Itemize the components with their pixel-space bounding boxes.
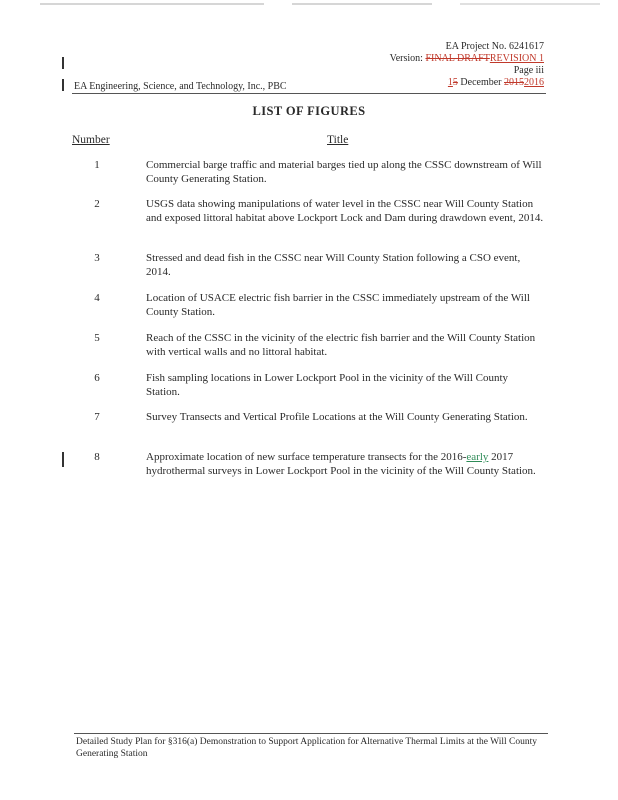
- figure-title: Stressed and dead fish in the CSSC near Will County Station following a CSO event, 2014.: [146, 252, 521, 278]
- page-number: Page iii: [513, 65, 544, 76]
- change-bar: [62, 452, 64, 467]
- change-bar: [62, 79, 64, 91]
- figure-title: USGS data showing manipulations of water level in the CSSC near Will County Station and exposed littoral habitat above Lockport Lock and Dam during drawdown event, 2014.: [146, 198, 544, 224]
- version-deleted: FINAL DRAFT: [425, 53, 490, 64]
- scan-artifact-line: [40, 3, 600, 5]
- footer-divider: [74, 733, 548, 734]
- company-name: EA Engineering, Science, and Technology, Inc., PBC: [74, 81, 287, 92]
- figure-title: Approximate location of new surface temperature transects for the 2016-early 2017 hydrothermal surveys in Lower Lockport Pool in the vicinity of the Will County Station.: [146, 451, 536, 477]
- version-line: Version: FINAL DRAFTREVISION 1: [389, 53, 544, 64]
- figure-number: 5: [94, 332, 100, 344]
- date-line: 15 December 20152016: [447, 77, 544, 88]
- figure-number: 4: [94, 292, 100, 304]
- column-header-number: Number: [72, 134, 110, 146]
- header-divider: [72, 93, 546, 94]
- column-header-title: Title: [327, 134, 349, 146]
- figure-number: 6: [94, 372, 100, 384]
- figure-title: Commercial barge traffic and material barges tied up along the CSSC downstream of Will County Generating Station.: [146, 159, 542, 185]
- header-block: [390, 41, 544, 89]
- figure-number: 2: [94, 198, 100, 210]
- figure-title: Location of USACE electric fish barrier in the CSSC immediately upstream of the Will County Station.: [146, 292, 530, 318]
- change-bar: [62, 57, 64, 69]
- figure-number: 7: [94, 411, 100, 423]
- version-inserted: REVISION 1: [489, 53, 544, 64]
- figure-number: 1: [94, 159, 100, 171]
- figure-title: Fish sampling locations in Lower Lockport Pool in the vicinity of the Will County Station.: [146, 372, 509, 398]
- footer-text: Detailed Study Plan for §316(a) Demonstration to Support Application for Alternative Thermal Limits at the Will County Generating Station: [76, 737, 537, 759]
- inserted-text: early: [466, 451, 489, 463]
- figure-number: 8: [94, 451, 100, 463]
- figure-title: Survey Transects and Vertical Profile Locations at the Will County Generating Station.: [146, 411, 528, 423]
- page-title: LIST OF FIGURES: [252, 104, 366, 118]
- figure-number: 3: [94, 252, 100, 264]
- project-number: EA Project No. 6241617: [445, 41, 544, 52]
- figure-title: Reach of the CSSC in the vicinity of the electric fish barrier and the Will County Station with vertical walls and no littoral habitat.: [146, 332, 536, 358]
